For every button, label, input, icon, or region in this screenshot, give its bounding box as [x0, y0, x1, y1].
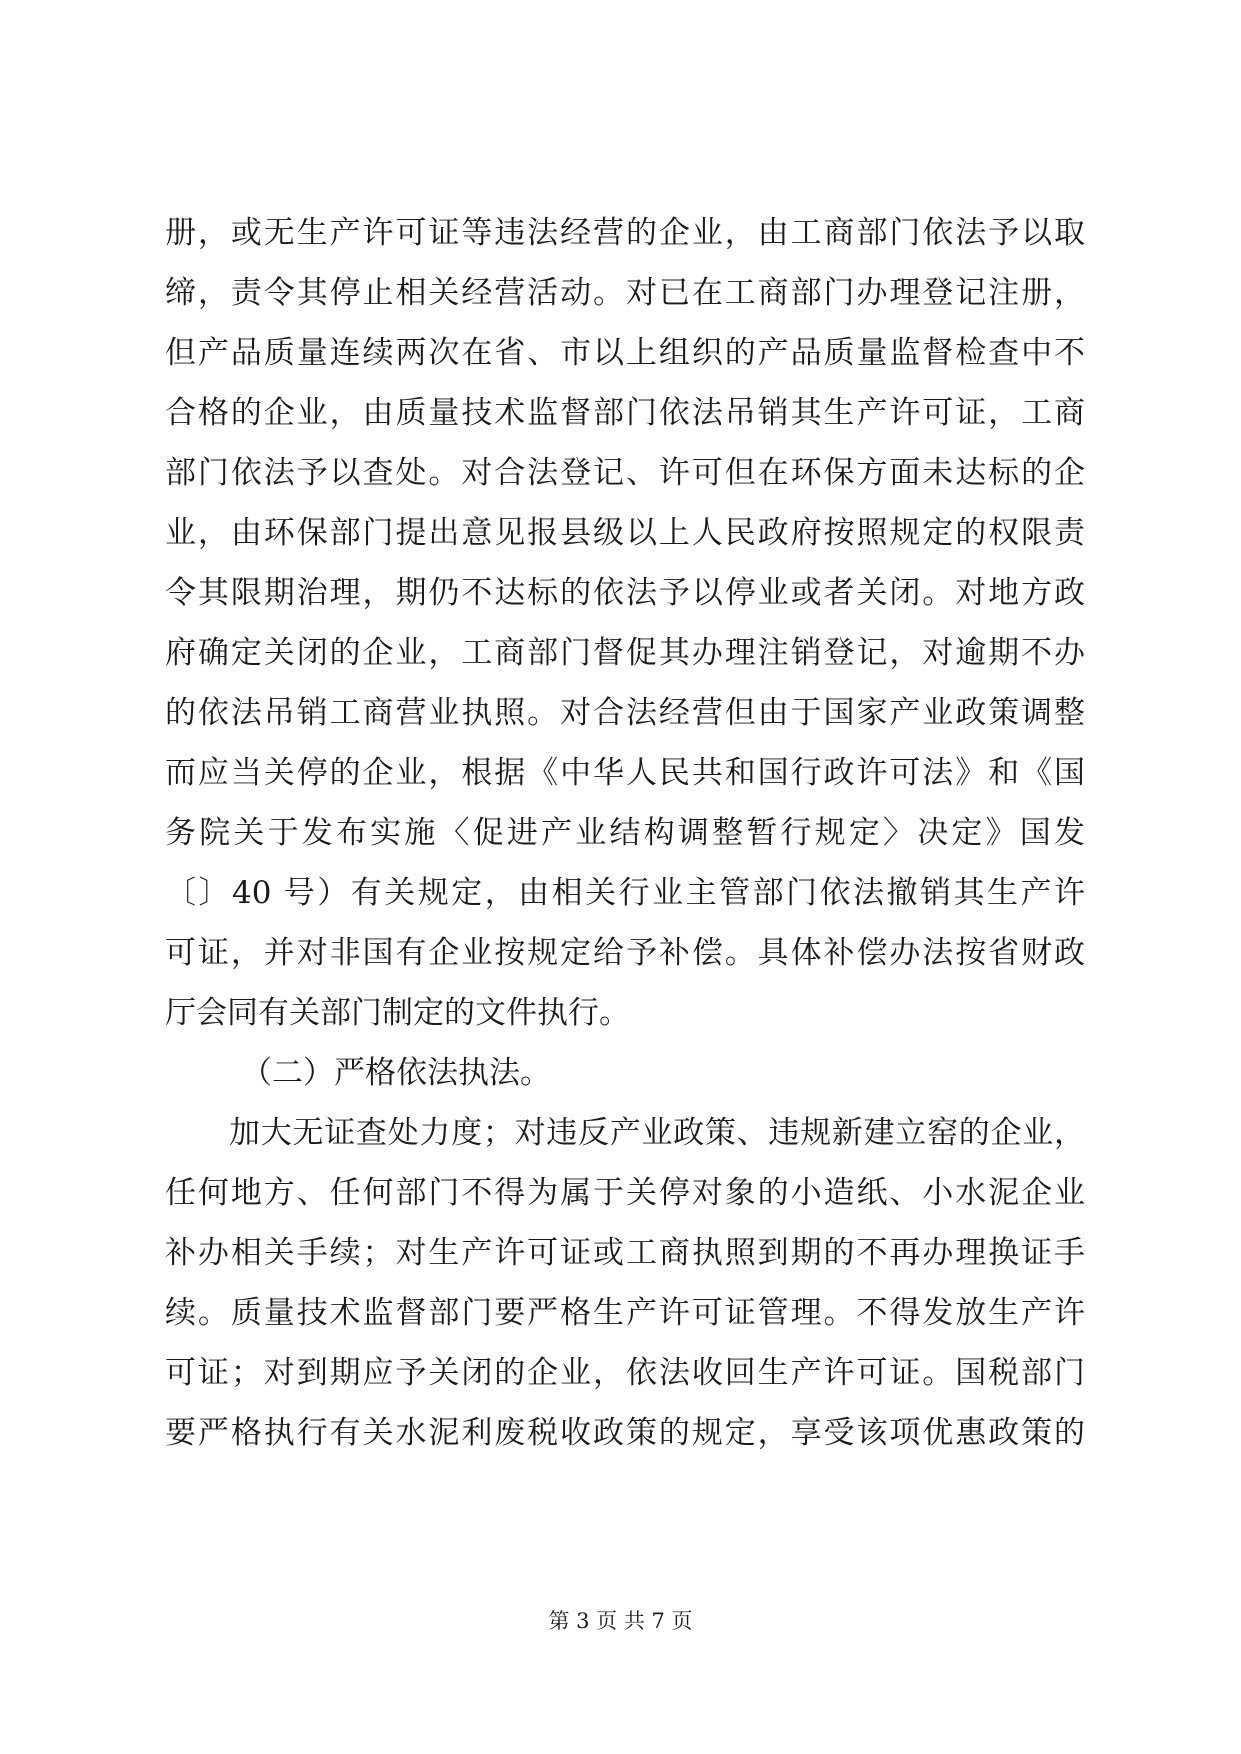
page-footer: 第 3 页 共 7 页: [548, 1609, 693, 1633]
body-text-line: 续。质量技术监督部门要严格生产许可证管理。不得发放生产许: [165, 1295, 1085, 1331]
body-text-line: 厅会同有关部门制定的文件执行。: [165, 995, 630, 1031]
body-text-line: 合格的企业，由质量技术监督部门依法吊销其生产许可证，工商: [165, 395, 1085, 431]
body-text-line: 令其限期治理，期仍不达标的依法予以停业或者关闭。对地方政: [165, 575, 1085, 611]
body-text-line: 〔〕40 号）有关规定，由相关行业主管部门依法撤销其生产许: [165, 875, 1085, 911]
body-text-line: 要严格执行有关水泥利废税收政策的规定，享受该项优惠政策的: [165, 1415, 1085, 1451]
body-text-line: 部门依法予以查处。对合法登记、许可但在环保方面未达标的企: [165, 455, 1085, 491]
body-text-line: 府确定关闭的企业，工商部门督促其办理注销登记，对逾期不办: [165, 635, 1085, 671]
body-text-line: 可证；对到期应予关闭的企业，依法收回生产许可证。国税部门: [165, 1355, 1085, 1391]
body-text-line: 可证，并对非国有企业按规定给予补偿。具体补偿办法按省财政: [165, 935, 1085, 971]
section-heading: （二）严格依法执法。: [241, 1055, 551, 1091]
body-text-line: 加大无证查处力度；对违反产业政策、违规新建立窑的企业，: [229, 1115, 1085, 1151]
body-text-line: 但产品质量连续两次在省、市以上组织的产品质量监督检查中不: [165, 335, 1085, 371]
body-text-line: 任何地方、任何部门不得为属于关停对象的小造纸、小水泥企业: [165, 1175, 1085, 1211]
body-text-line: 的依法吊销工商营业执照。对合法经营但由于国家产业政策调整: [165, 695, 1085, 731]
body-text-line: 业，由环保部门提出意见报县级以上人民政府按照规定的权限责: [165, 515, 1085, 551]
body-text-line: 务院关于发布实施〈促进产业结构调整暂行规定〉决定》国发: [165, 815, 1085, 851]
body-text-line: 补办相关手续；对生产许可证或工商执照到期的不再办理换证手: [165, 1235, 1085, 1271]
body-text-line: 而应当关停的企业，根据《中华人民共和国行政许可法》和《国: [165, 755, 1085, 791]
body-text-line: 册，或无生产许可证等违法经营的企业，由工商部门依法予以取: [165, 215, 1085, 251]
body-text-line: 缔，责令其停止相关经营活动。对已在工商部门办理登记注册，: [165, 275, 1085, 311]
